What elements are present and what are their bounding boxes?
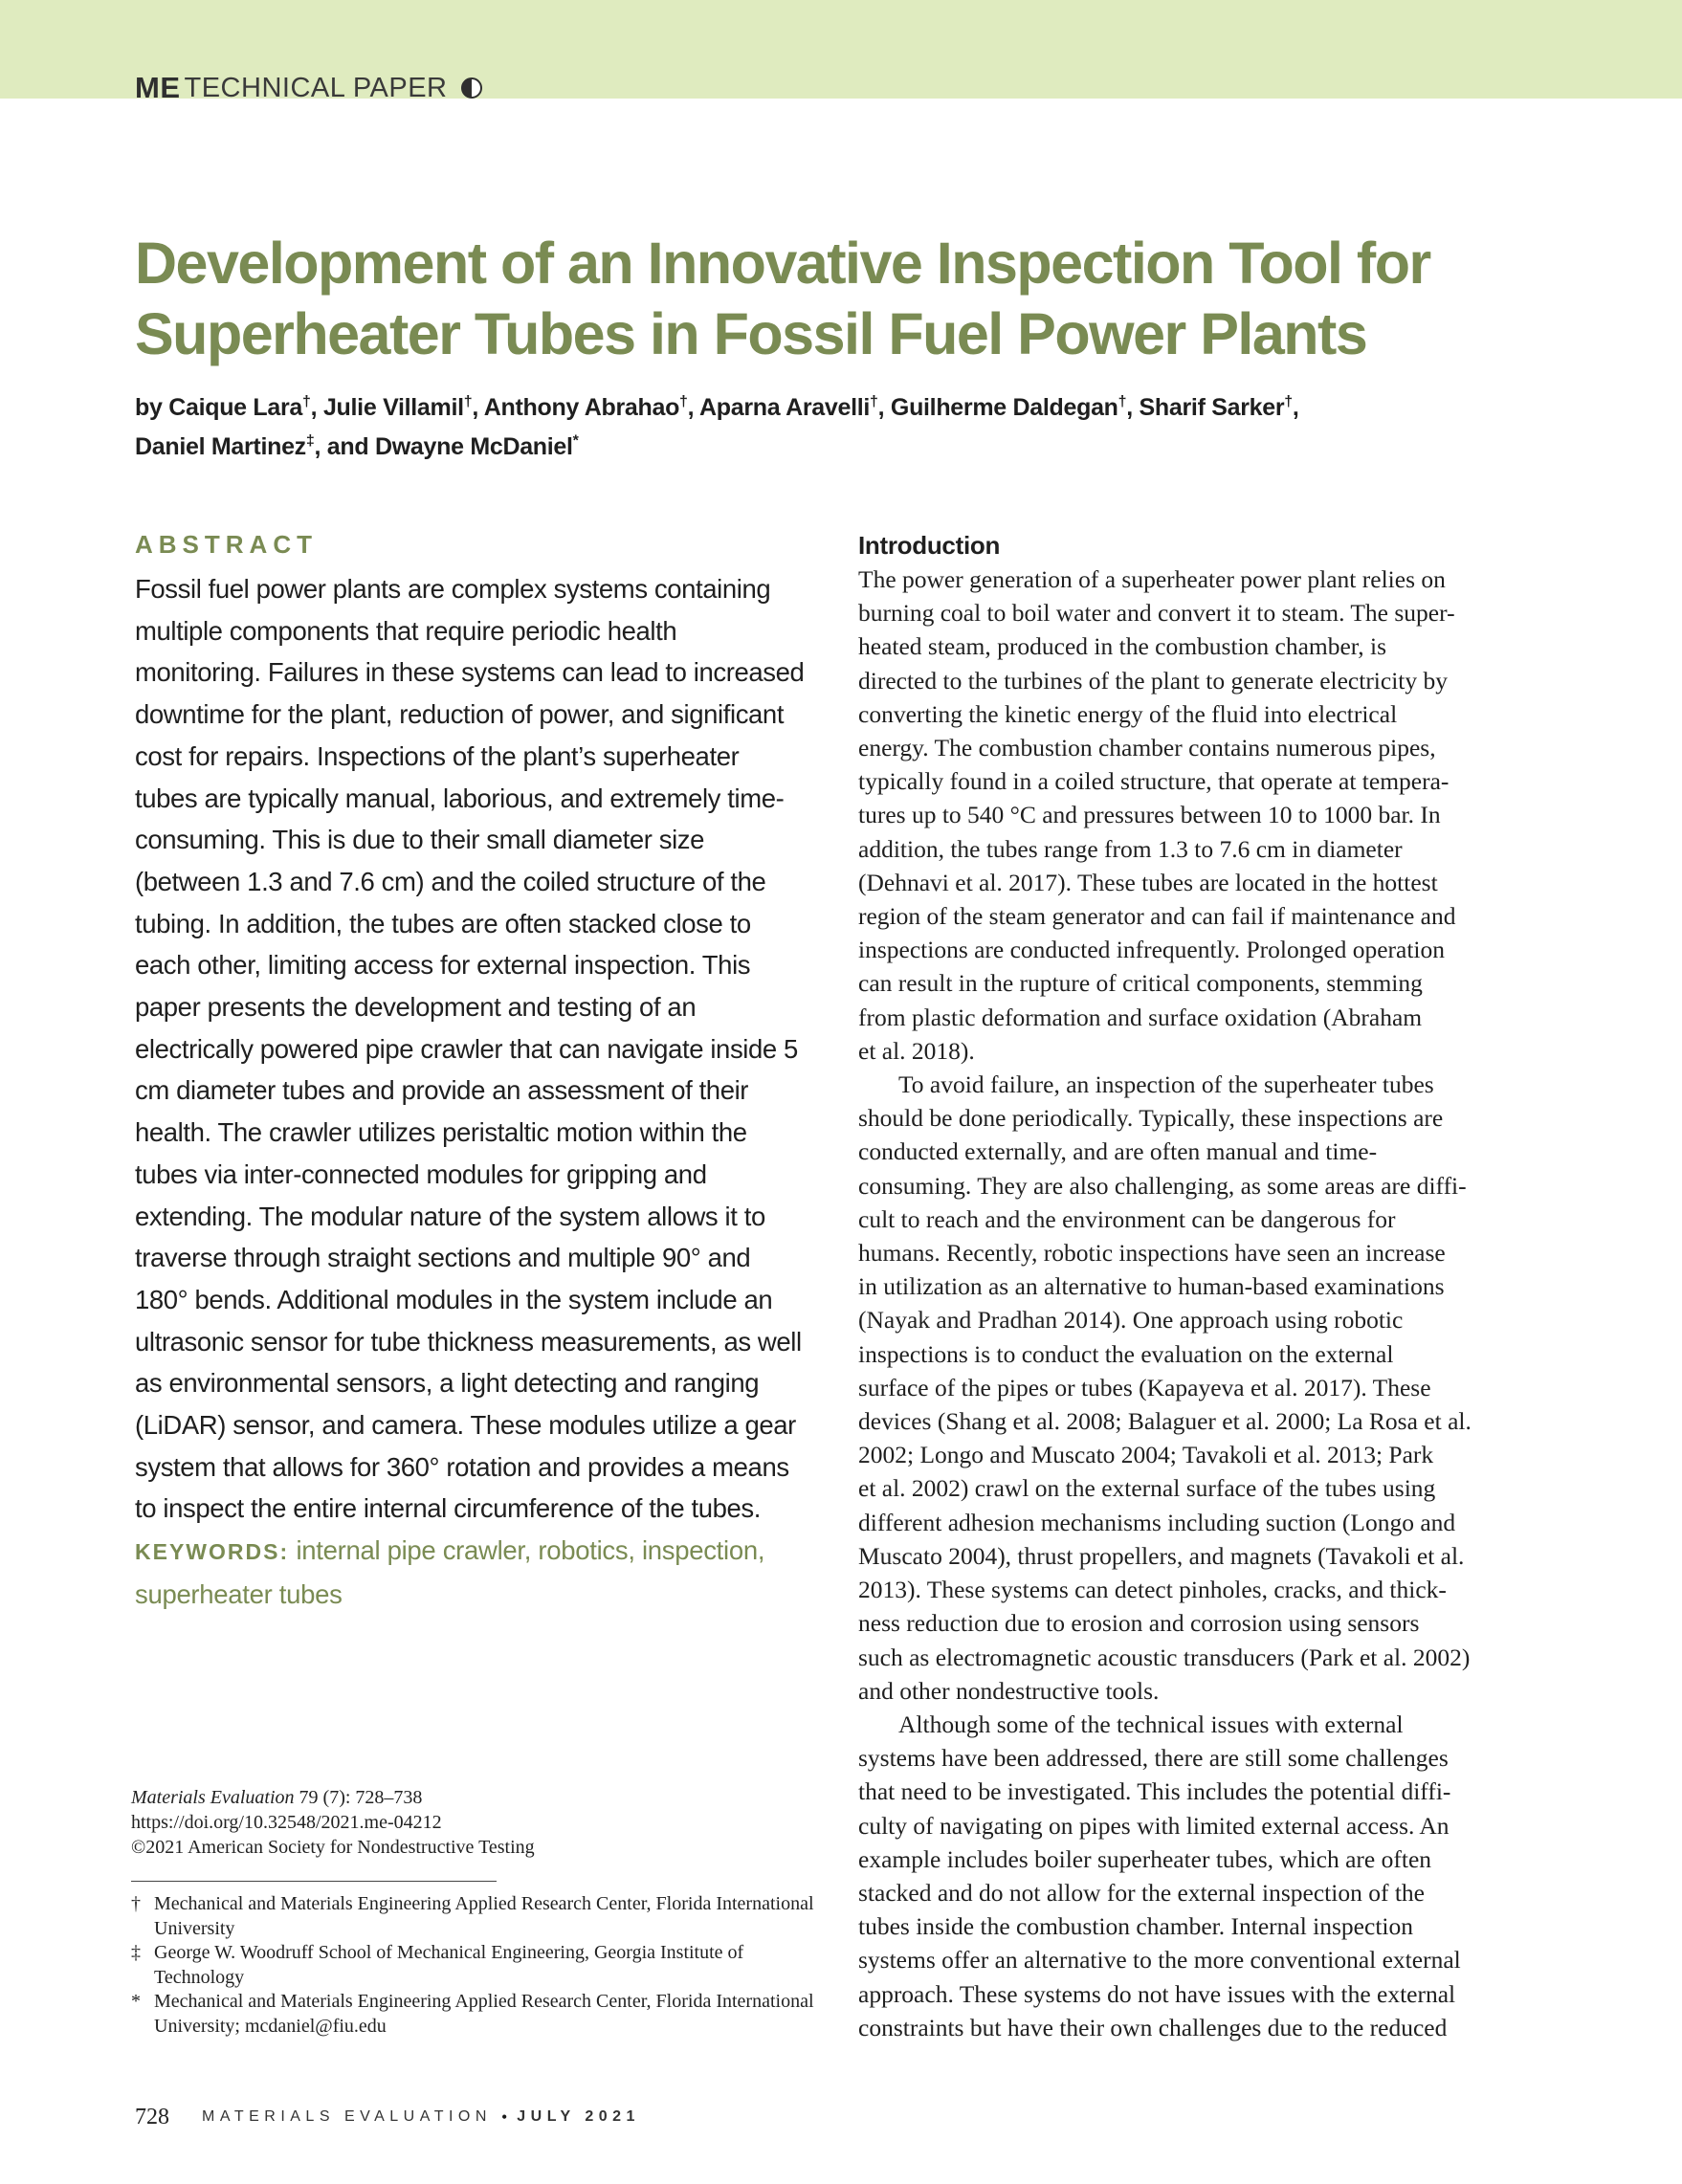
author-affiliation-mark: † [302,393,311,410]
citation-copyright: ©2021 American Society for Nondestructive Testing [131,1837,535,1858]
introduction-line: tubes inside the combustion chamber. Internal inspection [858,1912,1413,1941]
keywords-text: internal pipe crawler, robotics, inspection, superheater tubes [135,1535,765,1609]
introduction-line: inspections are conducted infrequently. Prolonged operation [858,936,1445,964]
footer-date: JULY 2021 [517,2108,640,2125]
introduction-line: Muscato 2004), thrust propellers, and magnets (Tavakoli et al. [858,1541,1465,1570]
footnotes [131,1892,820,2039]
author-affiliation-mark: ‡ [305,432,315,450]
introduction-line: directed to the turbines of the plant to generate electricity by [858,666,1449,695]
citation-volume: 79 (7): 728–738 [299,1787,423,1808]
footnote-divider [131,1881,497,1882]
paper-title: Development of an Innovative Inspection Tool for Superheater Tubes in Fossil Fuel Power Plants [135,231,1430,366]
page-number: 728 [135,2104,169,2129]
introduction-line: 2013). These systems can detect pinholes, cracks, and thick- [858,1576,1447,1604]
author-name: Daniel Martinez [135,433,306,460]
introduction-heading: Introduction [858,531,1001,560]
half-circle-icon [461,77,482,99]
introduction-line: heated steam, produced in the combustion chamber, is [858,632,1387,661]
introduction-line: systems offer an alternative to the more conventional external [858,1946,1461,1974]
introduction-line: from plastic deformation and surface oxidation (Abraham [858,1003,1423,1031]
introduction-text [858,563,1538,2044]
author-affiliation-mark: † [463,393,473,410]
footer-separator: • [500,2107,508,2127]
introduction-line: should be done periodically. Typically, these inspections are [858,1104,1444,1133]
introduction-line: typically found in a coiled structure, that operate at tempera- [858,767,1450,796]
introduction-line: surface of the pipes or tubes (Kapayeva et al. 2017). These [858,1373,1431,1401]
footnote-symbol: * [131,1991,141,2012]
introduction-line: inspections is to conduct the evaluation on the external [858,1339,1394,1368]
introduction-line: and other nondestructive tools. [858,1676,1160,1705]
introduction-line: example includes boiler superheater tubes, which are often [858,1844,1432,1873]
introduction-line: cult to reach and the environment can be dangerous for [858,1204,1396,1233]
introduction-line: such as electromagnetic acoustic transducers (Park et al. 2002) [858,1643,1471,1671]
footnote [131,1990,820,2039]
introduction-line: energy. The combustion chamber contains numerous pipes, [858,734,1436,762]
introduction-line: addition, the tubes range from 1.3 to 7.6 cm in diameter [858,834,1403,863]
introduction-line: in utilization as an alternative to human-based examinations [858,1272,1445,1301]
introduction-line: different adhesion mechanisms including suction (Longo and [858,1508,1456,1536]
author-name: Caique Lara [168,394,303,421]
abstract-column [135,528,805,1616]
author-affiliation-mark: † [679,393,688,410]
author-affiliation-mark: † [870,393,878,410]
author-name: Dwayne McDaniel [374,433,573,460]
introduction-line: The power generation of a superheater power plant relies on [858,565,1446,593]
footnote-symbol: ‡ [131,1942,141,1963]
introduction-line: tures up to 540 °C and pressures between 10 to 1000 bar. In [858,801,1441,829]
introduction-line: humans. Recently, robotic inspections have seen an increase [858,1239,1446,1268]
section-name: TECHNICAL PAPER [184,72,448,103]
citation [131,1785,705,1860]
footnote-symbol: † [131,1893,141,1914]
page-footer [135,2102,640,2132]
introduction-line: region of the steam generator and can fail if maintenance and [858,902,1456,931]
journal-brand: ME [135,71,181,104]
introduction-line: 2002; Longo and Muscato 2004; Tavakoli et al. 2013; Park [858,1441,1434,1469]
author-name: Aparna Aravelli [699,394,871,421]
introduction-line: constraints but have their own challenges due to the reduced [858,2013,1448,2041]
citation-doi[interactable]: https://doi.org/10.32548/2021.me-04212 [131,1812,442,1833]
introduction-line: consuming. They are also challenging, as some areas are diffi- [858,1171,1467,1200]
introduction-line: systems have been addressed, there are still some challenges [858,1744,1449,1773]
footer-journal: MATERIALS EVALUATION [202,2108,492,2125]
footnote-text: Mechanical and Materials Engineering Applied Research Center, Florida International University [154,1893,814,1939]
citation-journal: Materials Evaluation [131,1787,295,1808]
introduction-line: et al. 2002) crawl on the external surface of the tubes using [858,1474,1436,1503]
abstract-heading: ABSTRACT [135,530,318,559]
author-name: Sharif Sarker [1139,394,1285,421]
author-prefix: by [135,394,163,421]
introduction-line: devices (Shang et al. 2008; Balaguer et al. 2000; La Rosa et al. [858,1407,1472,1436]
author-affiliation-mark: * [572,432,579,450]
footnote [131,1892,820,1941]
introduction-line: stacked and do not allow for the external inspection of the [858,1878,1425,1907]
footnote-text: Mechanical and Materials Engineering Applied Research Center, Florida International University; mcdaniel@fiu.edu [154,1991,814,2037]
introduction-line: culty of navigating on pipes with limited external access. An [858,1811,1450,1840]
introduction-column [858,528,1538,2044]
author-list: by Caique Lara†, Julie Villamil†, Anthony Abrahao†, Aparna Aravelli†, Guilherme Daldegan†, Sharif Sarker†, Daniel Martinez‡, and Dwayne McDaniel* [135,393,1299,460]
introduction-line: et al. 2018). [858,1036,975,1065]
author-conjunction: and [326,433,369,460]
author-name: Anthony Abrahao [483,394,680,421]
footnote [131,1941,820,1990]
author-affiliation-mark: † [1118,393,1127,410]
author-affiliation-mark: † [1284,393,1293,410]
author-name: Guilherme Daldegan [890,394,1118,421]
introduction-line: can result in the rupture of critical components, stemming [858,969,1423,998]
introduction-line: approach. These systems do not have issues with the external [858,1979,1456,2008]
introduction-line: (Nayak and Pradhan 2014). One approach using robotic [858,1306,1404,1335]
introduction-line: conducted externally, and are often manual and time- [858,1137,1378,1166]
keywords-label: KEYWORDS: [135,1539,290,1565]
introduction-line: To avoid failure, an inspection of the superheater tubes [898,1070,1434,1099]
keywords [135,1530,805,1615]
author-name: Julie Villamil [322,394,464,421]
introduction-line: burning coal to boil water and convert it to steam. The super- [858,599,1455,628]
section-label [135,71,482,105]
introduction-line: ness reduction due to erosion and corrosion using sensors [858,1609,1420,1638]
abstract-text: Fossil fuel power plants are complex systems containing multiple components that require periodic health monitoring. Failures in these systems can lead to increased downtime for the plant, reduction of power, and significant cost for repairs. Inspections of the plant’s superheater tubes are typically manual, laborious, and extremely time-consuming. This is due to their small diameter size (between 1.3 and 7.6 cm) and the coiled structure of the tubing. In addition, the tubes are often stacked close to each other, limiting access for external inspection. This paper presents the development and testing of an electrically powered pipe crawler that can navigate inside 5 cm diameter tubes and provide an assessment of their health. The crawler utilizes peristaltic motion within the tubes via inter-connected modules for gripping and extending. The modular nature of the system allows it to traverse through straight sections and multiple 90° and 180° bends. Additional modules in the system include an ultrasonic sensor for tube thickness measurements, as well as environmental sensors, a light detecting and ranging (LiDAR) sensor, and camera. These modules utilize a gear system that allows for 360° rotation and provides a means to inspect the entire internal circumference of the tubes. [135,574,805,1524]
introduction-line: Although some of the technical issues with external [898,1710,1404,1738]
footnote-text: George W. Woodruff School of Mechanical Engineering, Georgia Institute of Technology [154,1942,744,1988]
introduction-line: (Dehnavi et al. 2017). These tubes are located in the hottest [858,868,1438,896]
introduction-line: converting the kinetic energy of the fluid into electrical [858,699,1398,728]
introduction-line: that need to be investigated. This includes the potential diffi- [858,1777,1451,1806]
